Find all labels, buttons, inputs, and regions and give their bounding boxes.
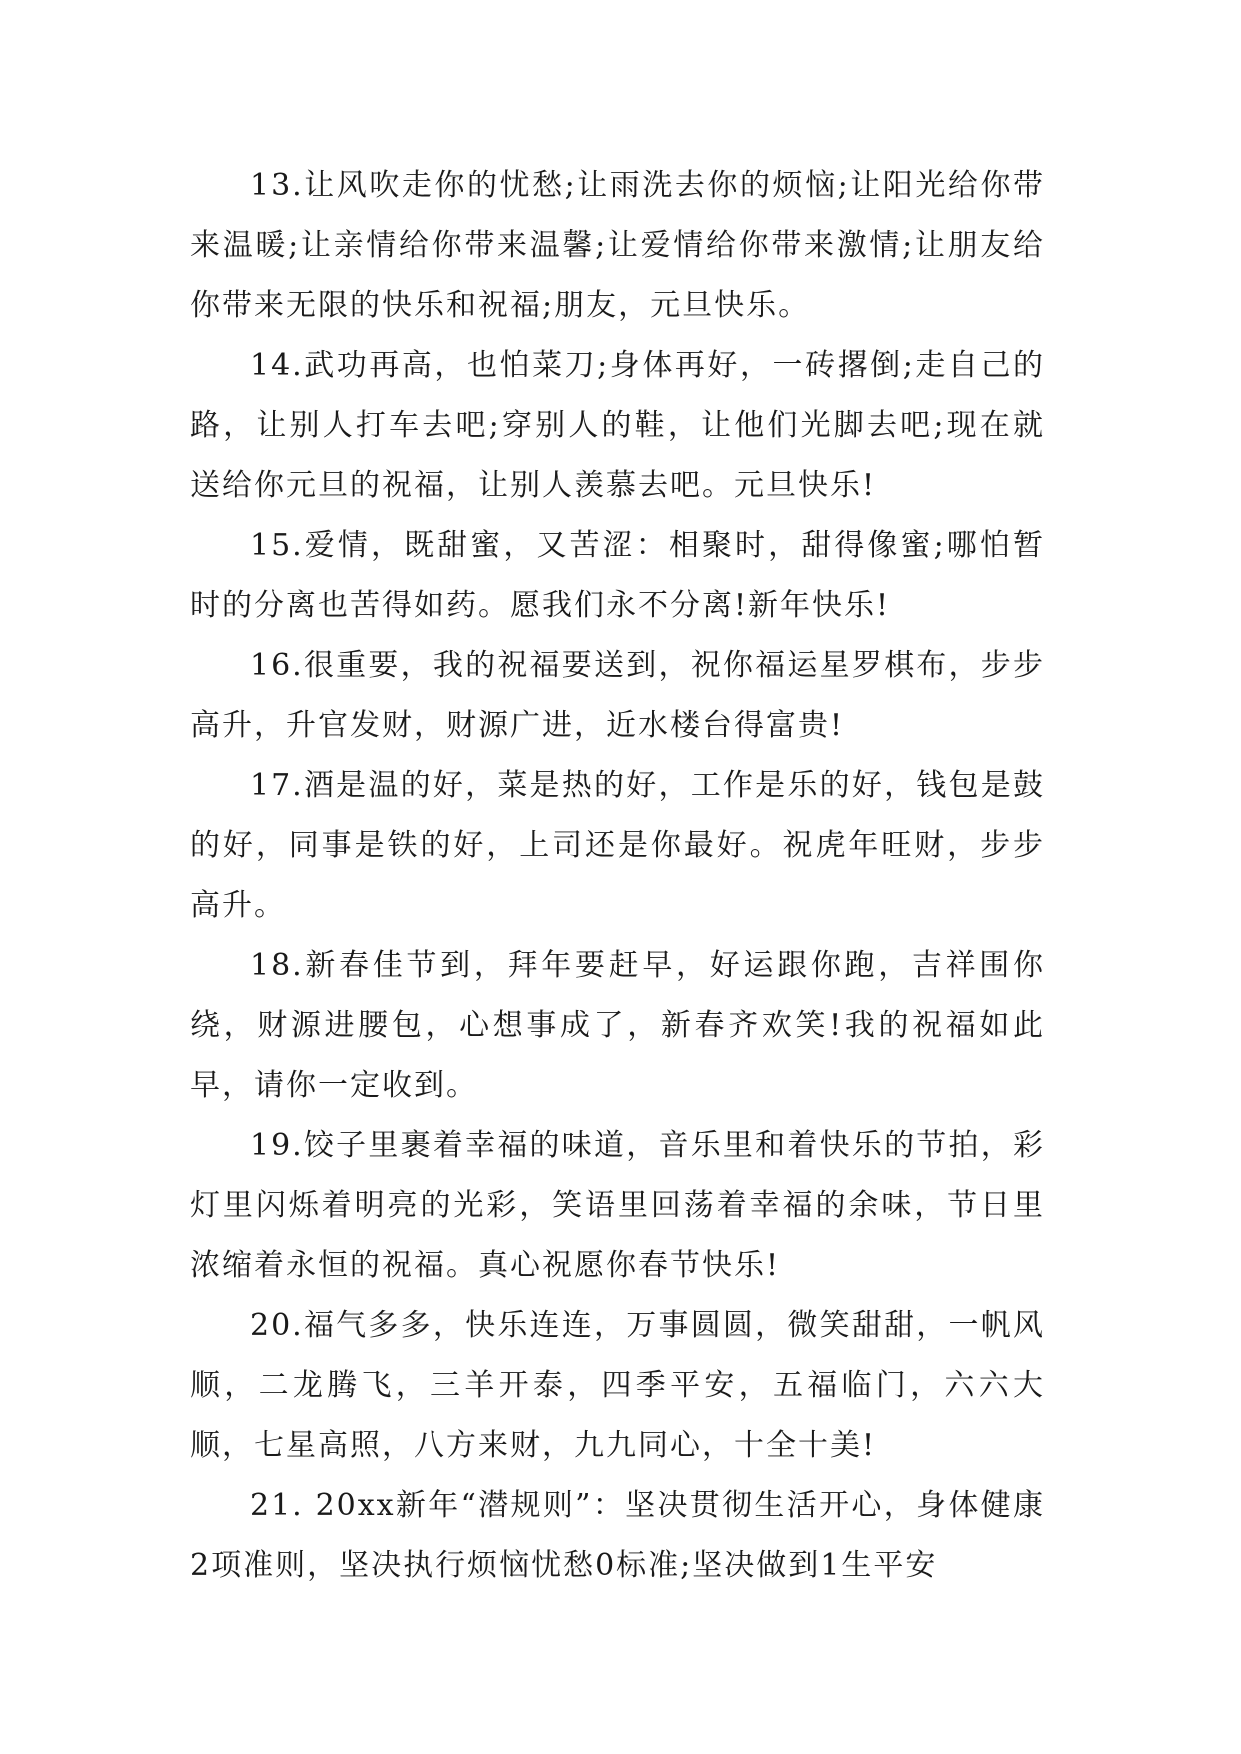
document-body: [190, 156, 1045, 1596]
paragraph-13: 13.让风吹走你的忧愁;让雨洗去你的烦恼;让阳光给你带来温暖;让亲情给你带来温馨;让爱情给你带来激情;让朋友给你带来无限的快乐和祝福;朋友，元旦快乐。: [190, 168, 1045, 323]
paragraph-21: 21. 20xx新年“潜规则”：坚决贯彻生活开心，身体健康2项准则，坚决执行烦恼忧愁0标准;坚决做到1生平安: [190, 1488, 1045, 1583]
paragraph-15: 15.爱情，既甜蜜，又苦涩：相聚时，甜得像蜜;哪怕暂时的分离也苦得如药。愿我们永不分离!新年快乐!: [190, 528, 1045, 623]
paragraph-19: 19.饺子里裹着幸福的味道，音乐里和着快乐的节拍，彩灯里闪烁着明亮的光彩，笑语里回荡着幸福的余味，节日里浓缩着永恒的祝福。真心祝愿你春节快乐!: [190, 1128, 1045, 1283]
paragraph-17: 17.酒是温的好，菜是热的好，工作是乐的好，钱包是鼓的好，同事是铁的好，上司还是你最好。祝虎年旺财，步步高升。: [190, 768, 1045, 923]
paragraph-16: 16.很重要，我的祝福要送到，祝你福运星罗棋布，步步高升，升官发财，财源广进，近水楼台得富贵!: [190, 648, 1045, 743]
paragraph-20: 20.福气多多，快乐连连，万事圆圆，微笑甜甜，一帆风顺，二龙腾飞，三羊开泰，四季平安，五福临门，六六大顺，七星高照，八方来财，九九同心，十全十美!: [190, 1308, 1045, 1463]
paragraph-18: 18.新春佳节到，拜年要赶早，好运跟你跑，吉祥围你绕，财源进腰包，心想事成了，新春齐欢笑!我的祝福如此早，请你一定收到。: [190, 948, 1045, 1103]
paragraph-14: 14.武功再高，也怕菜刀;身体再好，一砖撂倒;走自己的路，让别人打车去吧;穿别人的鞋，让他们光脚去吧;现在就送给你元旦的祝福，让别人羡慕去吧。元旦快乐!: [190, 348, 1045, 503]
